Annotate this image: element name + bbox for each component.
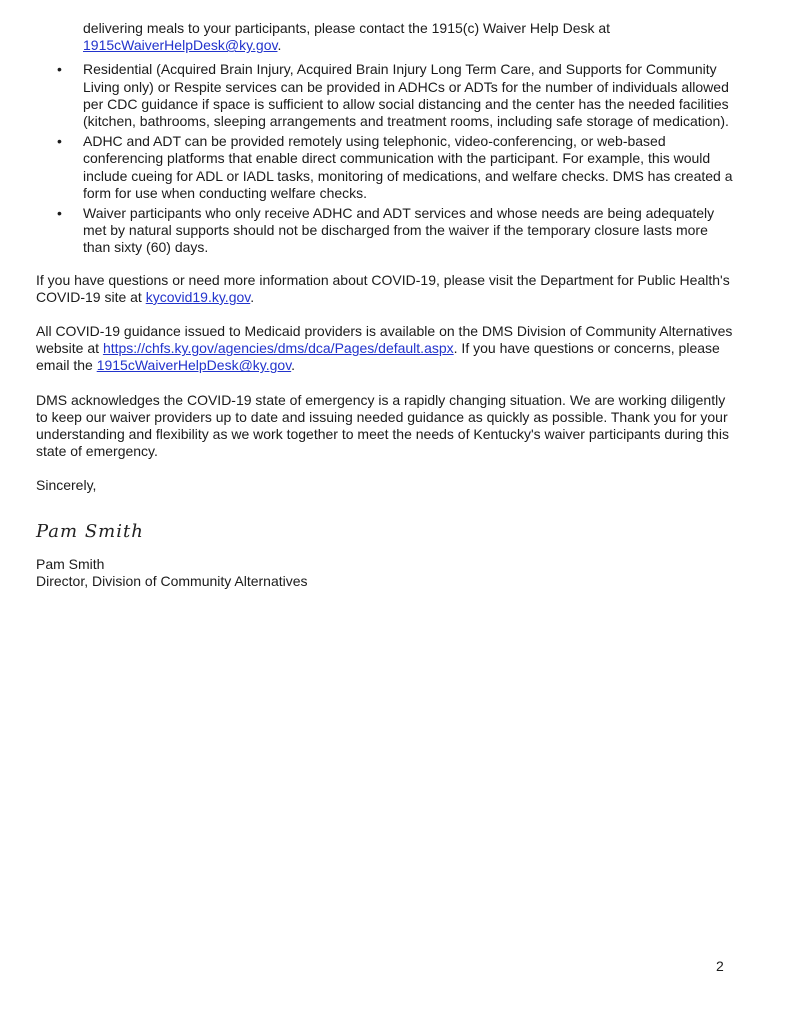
signature-block [36,556,735,590]
paragraph-covid-info [36,272,735,306]
list-item-waiver-discharge: • Waiver participants who only receive ADHC and ADT services and whose needs are being adequately met by natural supports should not be discharged from the waiver if the temporary closure lasts more than sixty (60) days. [83,205,735,257]
closing-salutation: Sincerely, [36,477,97,494]
paragraph-continuation [83,20,735,54]
paragraph-acknowledgement: DMS acknowledges the COVID-19 state of emergency is a rapidly changing situation. We are working diligently to keep our waiver providers up to date and issuing needed guidance as quickly as possible. Thank you for your understanding and flexibility as we work together to meet the needs of Kentucky's waiver participants during this state of emergency. [36,391,729,460]
page-number: 2 [716,958,724,974]
link-kycovid19-site[interactable]: kycovid19.ky.gov [145,288,251,305]
link-chfs-dca-website[interactable]: https://chfs.ky.gov/agencies/dms/dca/Pages/default.aspx [102,340,454,357]
p1-text-before: If you have questions or need more information about COVID-19, please visit the Department for Public Health's COVID-19 site at [36,271,730,305]
bullet-list [0,61,735,256]
list-item-remote-adhc-adt: • ADHC and ADT can be provided remotely using telephonic, video-conferencing, or web-based conferencing platforms that enable direct communication with the participant. For example, this would include cueing for ADL or IADL tasks, monitoring of medications, and welfare checks. DMS has created a form for use when conducting welfare checks. [83,133,735,202]
p2-text-after: . [291,357,296,374]
paragraph-dms-guidance [36,323,735,375]
sender-title: Director, Division of Community Alternatives [36,573,308,590]
continuation-text-before: delivering meals to your participants, please contact the 1915(c) Waiver Help Desk at [83,20,611,36]
p2-text-middle: . If you have questions or concerns, please email the [36,340,720,374]
sender-name: Pam Smith [36,555,105,572]
link-waiver-help-desk-email-top[interactable]: 1915cWaiverHelpDesk@ky.gov [83,37,278,54]
continuation-text-after: . [277,37,282,54]
p2-text-before: All COVID-19 guidance issued to Medicaid providers is available on the DMS Division of Community Alternatives website at [36,323,733,357]
list-item-residential-respite: • Residential (Acquired Brain Injury, Acquired Brain Injury Long Term Care, and Supports for Community Living only) or Respite services can be provided in ADHCs or ADTs for the number of individuals allowed per CDC guidance if space is sufficient to allow social distancing and the center has the needed facilities (kitchen, bathrooms, sleeping arrangements and treatment rooms, including safe storage of medication). [83,61,735,130]
p1-text-after: . [250,288,255,305]
link-waiver-help-desk-email-bottom[interactable]: 1915cWaiverHelpDesk@ky.gov [96,357,292,374]
handwritten-signature: Pam Smith [36,520,144,542]
